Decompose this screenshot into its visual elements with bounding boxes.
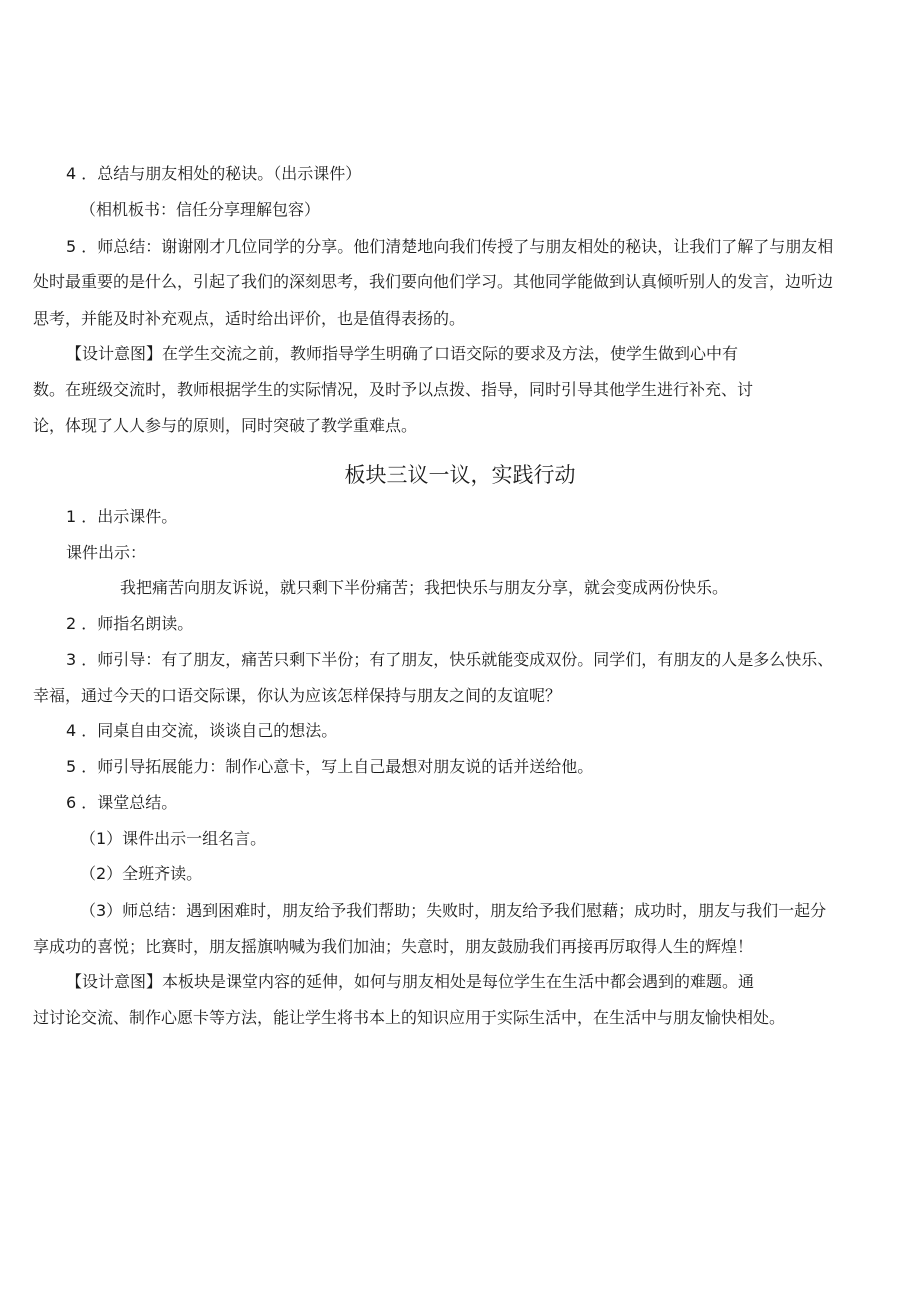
teacher-summary-line-3: 思考，并能及时补充观点，适时给出评价，也是值得表扬的。: [33, 309, 466, 328]
step-6: 6 ．课堂总结。: [66, 793, 178, 812]
design-intent-1-line-2: 数。在班级交流时，教师根据学生的实际情况，及时予以点拨、指导，同时引导其他学生进行补充、讨: [33, 380, 754, 399]
teacher-summary-line-2: 处时最重要的是什么，引起了我们的深刻思考，我们要向他们学习。其他同学能做到认真倾听别人的发言，边听边: [33, 272, 834, 291]
step-5: 5 ．师引导拓展能力：制作心意卡，写上自己最想对朋友说的话并送给他。: [66, 757, 594, 776]
step-6-sub-3-line-1: （3）师总结：遇到困难时，朋友给予我们帮助；失败时，朋友给予我们慰藉；成功时，朋友与我们一起分: [80, 901, 827, 920]
step-6-sub-2: （2）全班齐读。: [80, 864, 203, 883]
design-intent-2-line-2: 过讨论交流、制作心愿卡等方法，能让学生将书本上的知识应用于实际生活中，在生活中与朋友愉快相处。: [33, 1008, 786, 1027]
step-1: 1 ．出示课件。: [66, 507, 178, 526]
section-title: 板块三议一议，实践行动: [344, 463, 576, 487]
step-4-summary: 4 ．总结与朋友相处的秘诀。（出示课件）: [66, 164, 362, 183]
step-3-line-2: 幸福，通过今天的口语交际课，你认为应该怎样保持与朋友之间的友谊呢？: [33, 686, 562, 705]
board-note: （相机板书：信任分享理解包容）: [80, 200, 321, 219]
design-intent-2-line-1: 【设计意图】本板块是课堂内容的延伸，如何与朋友相处是每位学生在生活中都会遇到的难题。通: [66, 972, 755, 991]
design-intent-1-line-3: 论，体现了人人参与的原则，同时突破了教学重难点。: [33, 416, 418, 435]
design-intent-1-line-1: 【设计意图】在学生交流之前，教师指导学生明确了口语交际的要求及方法，使学生做到心中有: [66, 344, 739, 363]
step-2: 2 ．师指名朗读。: [66, 614, 194, 633]
courseware-label: 课件出示：: [66, 543, 147, 562]
step-6-sub-3-line-2: 享成功的喜悦；比赛时，朋友摇旗呐喊为我们加油；失意时，朋友鼓励我们再接再厉取得人生的辉煌！: [33, 937, 754, 956]
quote-text: 我把痛苦向朋友诉说，就只剩下半份痛苦；我把快乐与朋友分享，就会变成两份快乐。: [120, 578, 729, 597]
step-6-sub-1: （1）课件出示一组名言。: [80, 829, 267, 848]
teacher-summary-line-1: 5 ．师总结：谢谢刚才几位同学的分享。他们清楚地向我们传授了与朋友相处的秘诀，让我们了解了与朋友相: [66, 237, 834, 256]
step-4: 4 ．同桌自由交流，谈谈自己的想法。: [66, 721, 338, 740]
step-3-line-1: 3 ．师引导：有了朋友，痛苦只剩下半份；有了朋友，快乐就能变成双份。同学们，有朋友的人是多么快乐、: [66, 650, 834, 669]
